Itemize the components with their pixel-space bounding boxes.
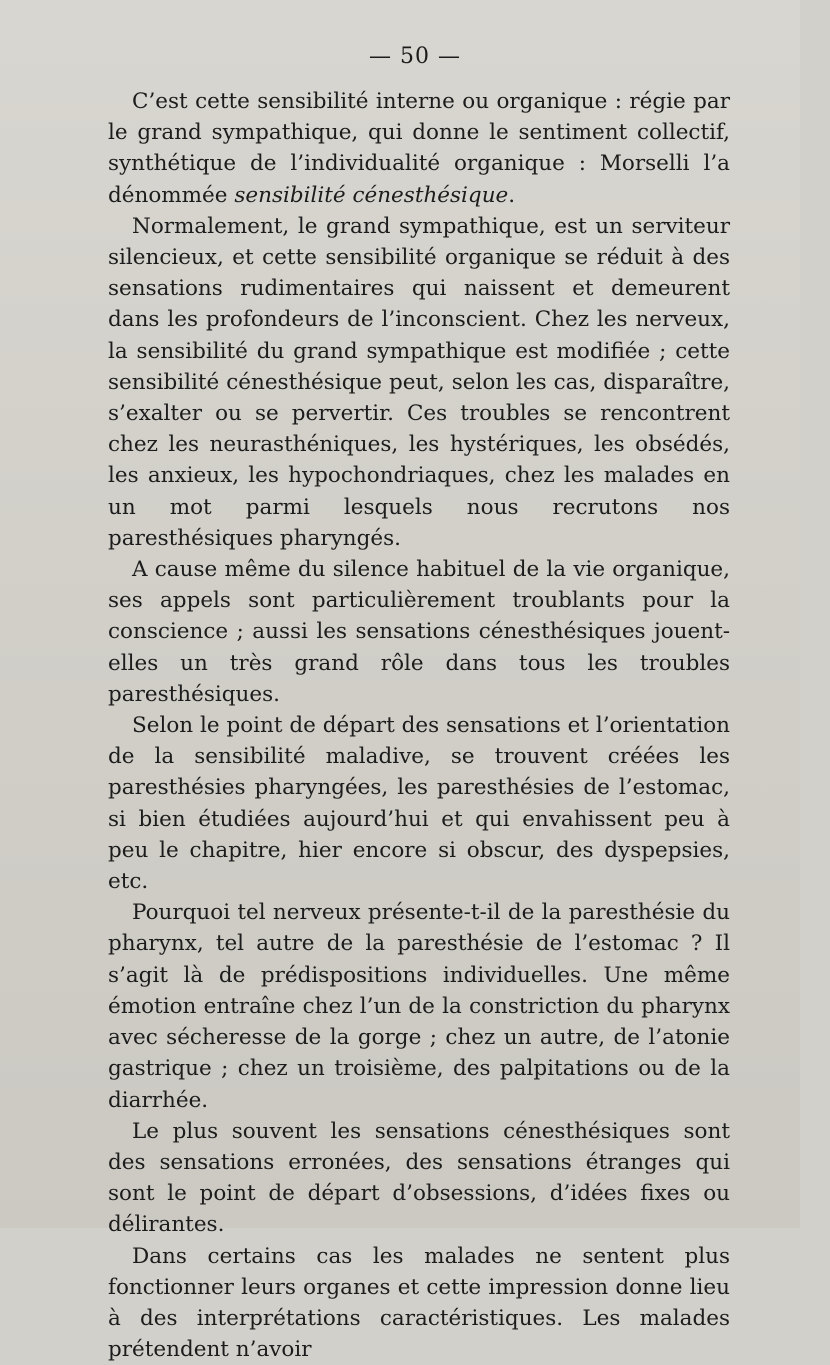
page-number: — 50 — <box>369 44 461 69</box>
paragraph-3: A cause même du silence habituel de la vie organique, ses appels sont particulièrement troublants pour la conscience ; aussi les sensations cénesthésiques jouent-elles un très grand rôle dans tous les troubles paresthésiques. <box>108 557 730 707</box>
paragraph-6: Le plus souvent les sensations cénesthésiques sont des sensations erronées, des sensations étranges qui sont le point de départ d’obsessions, d’idées fixes ou délirantes. <box>108 1118 730 1238</box>
paragraph-5: Pourquoi tel nerveux présente-t-il de la paresthésie du pharynx, tel autre de la paresthésie de l’estomac ? Il s’agit là de prédispositions individuelles. Une même émotion entraîne chez l’un de la constriction du pharynx avec sécheresse de la gorge ; chez un autre, de l’atonie gastrique ; chez un troisième, des palpitations ou de la diarrhée. <box>108 900 730 1113</box>
paragraph-7: Dans certains cas les malades ne sentent plus fonctionner leurs organes et cette impression donne lieu à des interprétations caractéristiques. Les malades prétendent n’avoir <box>108 1243 730 1363</box>
paragraph-1 <box>108 86 730 211</box>
paragraph-4: Selon le point de départ des sensations et l’orientation de la sensibilité maladive, se trouvent créées les paresthésies pharyngées, les paresthésies de l’estomac, si bien étudiées aujourd’hui et qui envahissent peu à peu le chapitre, hier encore si obscur, des dyspepsies, etc. <box>108 713 730 895</box>
italic-term: sensibilité cénesthésique <box>234 182 509 208</box>
paragraph-1-end: . <box>508 182 516 208</box>
paragraph-1-text: C’est cette sensibilité interne ou organique : régie par le grand sympathique, qui donne le sentiment collectif, synthétique de l’individualité organique : Morselli l’a dénommée <box>108 89 730 208</box>
body-text <box>108 86 730 1365</box>
paragraph-2: Normalement, le grand sympathique, est un serviteur silencieux, et cette sensibilité organique se réduit à des sensations rudimentaires qui naissent et demeurent dans les profondeurs de l’inconscient. Chez les nerveux, la sensibilité du grand sympathique est modifiée ; cette sensibilité cénesthésique peut, selon les cas, disparaître, s’exalter ou se pervertir. Ces troubles se rencontrent chez les neurasthéniques, les hystériques, les obsédés, les anxieux, les hypochondriaques, chez les malades en un mot parmi lesquels nous recrutons nos paresthésiques pharyngés. <box>108 213 730 551</box>
